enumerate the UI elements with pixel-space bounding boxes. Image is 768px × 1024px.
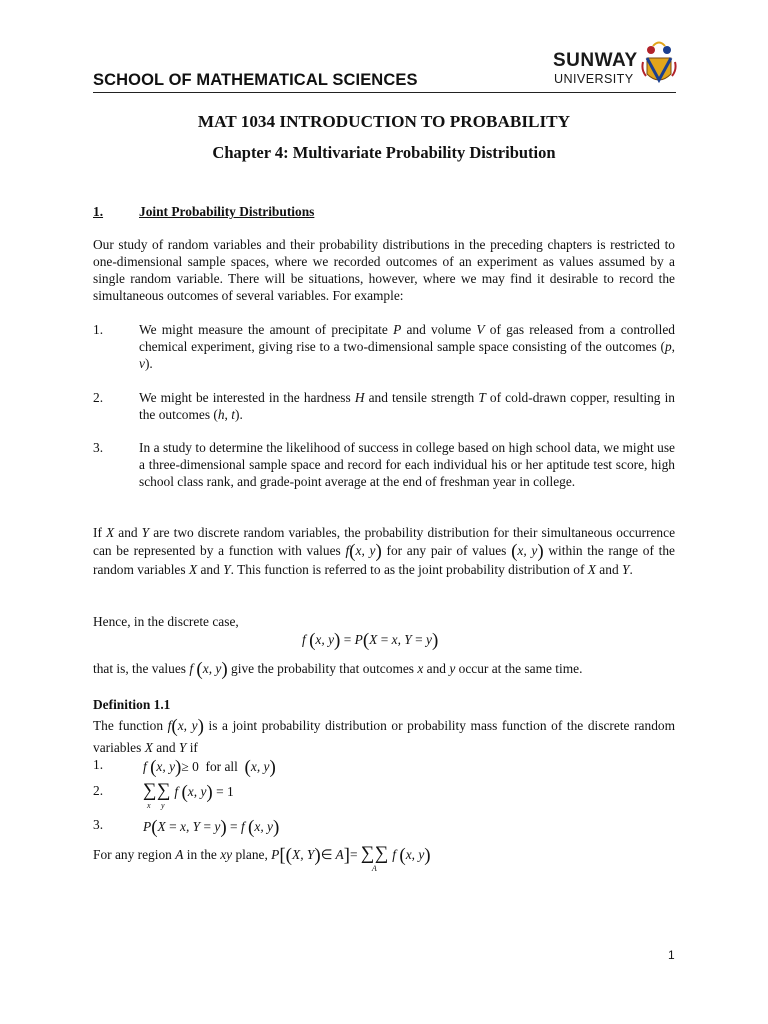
section-number: 1.	[93, 204, 104, 219]
formula-pair: (x, y)	[511, 541, 544, 562]
header-divider	[93, 92, 676, 93]
logo-wordmark-bottom: UNIVERSITY	[554, 72, 634, 86]
list-text: In a study to determine the likelihood of success in college based on high school data, we might use a three-dimensional sample space and record for each individual his or her aptitude test score, high school class rank, and grade-point average at the end of freshman year in college.	[139, 440, 675, 489]
list-text: We might be interested in the hardness H and tensile strength T of cold-drawn copper, resulting in the outcomes (h, t).	[139, 390, 675, 422]
condition-1: 1. f (x, y)≥ 0 for all (x, y)	[93, 757, 276, 778]
list-number: 2.	[93, 390, 104, 405]
condition-2: 2. ∑ x ∑ y f (x, y) = 1	[93, 780, 234, 810]
joint-distribution-paragraph: If X and Y are two discrete random variables, the probability distribution for their simultaneous occurrence can be represented by a function with values f(x, y) for any pair of values (x, y) within the range of the random variables X and Y. This function is referred to as the joint probability distribution of X and Y.	[93, 525, 676, 577]
formula-fxy: f(x, y)	[345, 541, 382, 562]
region-probability: For any region A in the xy plane, P[(X, Y)∈ A]= ∑∑ A f (x, y)	[93, 843, 431, 873]
course-title: MAT 1034 INTRODUCTION TO PROBABILITY	[197, 112, 571, 131]
school-header: SCHOOL OF MATHEMATICAL SCIENCES	[93, 71, 418, 89]
condition-3: 3. P(X = x, Y = y) = f (x, y)	[93, 817, 280, 838]
crest-icon	[641, 40, 677, 90]
section-heading	[93, 204, 314, 220]
definition-text: The function f(x, y) is a joint probability distribution or probability mass function of the discrete random variables X and Y if	[93, 716, 675, 755]
list-number: 3.	[93, 440, 104, 455]
definition-heading: Definition 1.1	[93, 697, 171, 712]
discrete-case-lead: Hence, in the discrete case,	[93, 614, 239, 629]
list-text: We might measure the amount of precipitate P and volume V of gas released from a controlled chemical experiment, giving rise to a two-dimensional sample space consisting of the outcomes (p, v).	[139, 322, 676, 371]
list-number: 1.	[93, 322, 104, 337]
intro-paragraph: Our study of random variables and their probability distributions in the preceding chapters is restricted to one-dimensional sample spaces, where we recorded outcomes of an experiment as values assumed by a single random variable. There will be situations, however, where we may find it desirable to record the simultaneous outcomes of several variables. For example:	[93, 237, 675, 303]
university-logo	[551, 40, 677, 90]
chapter-title: Chapter 4: Multivariate Probability Distribution	[212, 143, 556, 162]
section-title: Joint Probability Distributions	[139, 204, 315, 219]
values-sentence: that is, the values f (x, y) give the probability that outcomes x and y occur at the same time.	[93, 659, 583, 680]
logo-wordmark-top: SUNWAY	[553, 50, 638, 71]
page-number: 1	[668, 948, 675, 962]
pmf-equation: f (x, y) = P(X = x, Y = y)	[302, 630, 439, 651]
